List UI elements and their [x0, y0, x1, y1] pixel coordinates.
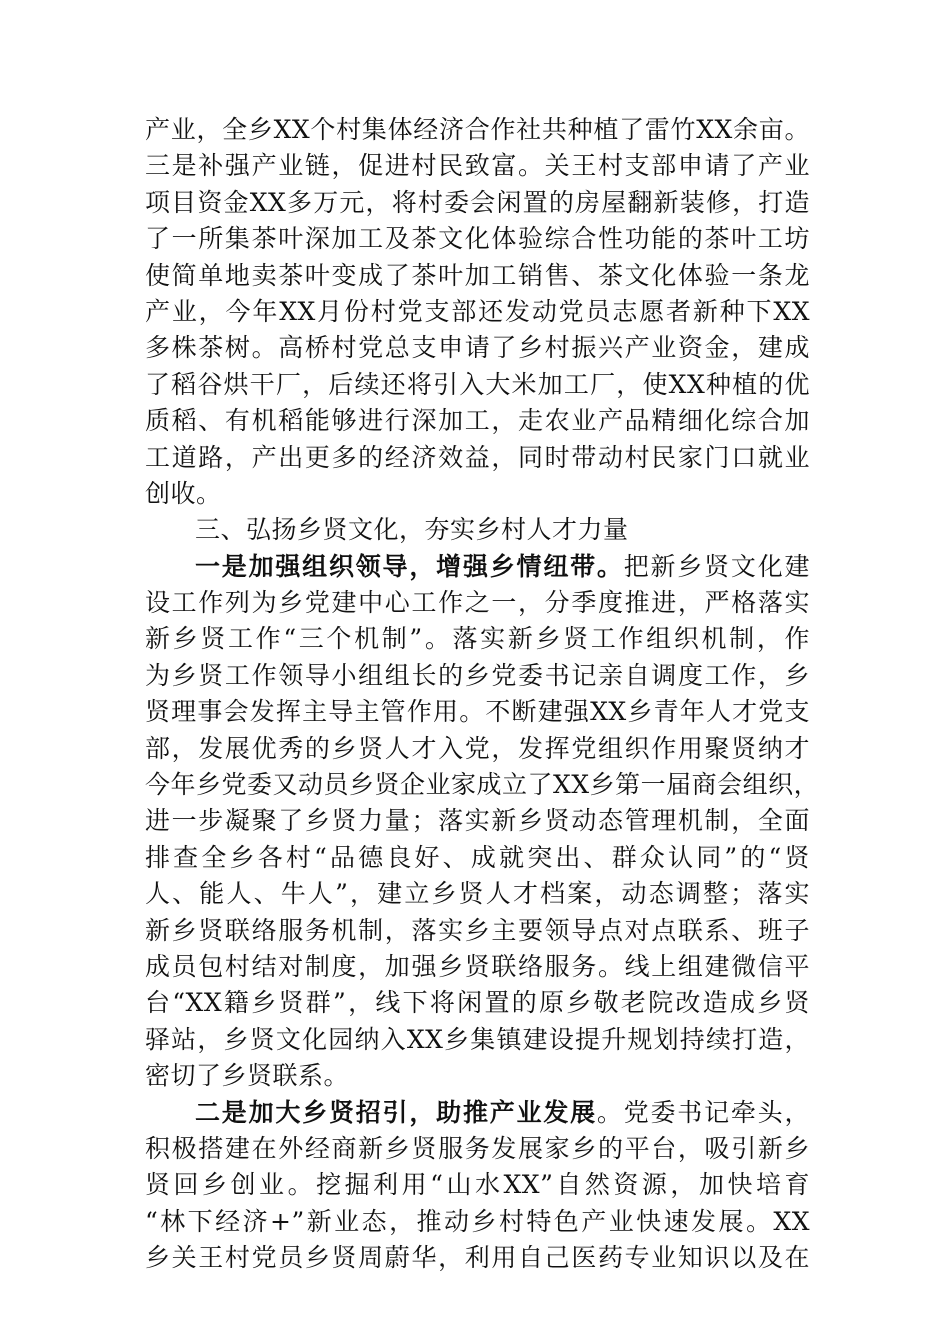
lead-rest: 把新乡贤文化建	[623, 551, 810, 581]
text-line: 了一所集茶叶深加工及茶文化体验综合性功能的茶叶工坊	[145, 224, 810, 254]
text-line: 今年乡党委又动员乡贤企业家成立了XX乡第一届商会组织，	[145, 770, 820, 800]
text-line: 创收。	[145, 478, 222, 508]
text-line: 成员包村结对制度，加强乡贤联络服务。线上组建微信平	[145, 951, 810, 981]
text-line: 贤回乡创业。挖掘利用“山水XX”自然资源，加快培育	[145, 1170, 810, 1200]
text-line: 使简单地卖茶叶变成了茶叶加工销售、茶文化体验一条龙	[145, 260, 810, 290]
text-line: 乡关王村党员乡贤周蔚华，利用自己医药专业知识以及在	[145, 1243, 810, 1273]
text-line: 产业，全乡XX个村集体经济合作社共种植了雷竹XX余亩。	[145, 115, 810, 144]
text-line: 排查全乡各村“品德良好、成就突出、群众认同”的“贤	[145, 842, 810, 872]
lead-sentence: 一是加强组织领导，增强乡情纽带。	[195, 551, 624, 581]
text-line: 台“XX籍乡贤群”，线下将闲置的原乡敬老院改造成乡贤	[145, 988, 810, 1018]
text-line: “林下经济+”新业态，推动乡村特色产业快速发展。XX	[145, 1206, 810, 1236]
text-line: 设工作列为乡党建中心工作之一，分季度推进，严格落实	[145, 588, 810, 618]
text-line: 三是补强产业链，促进村民致富。关王村支部申请了产业	[145, 151, 810, 181]
text-line: 了稻谷烘干厂，后续还将引入大米加工厂，使XX种植的优	[145, 369, 810, 399]
text-line: 驿站，乡贤文化园纳入XX乡集镇建设提升规划持续打造，	[145, 1024, 810, 1054]
text-line: 新乡贤联络服务机制，落实乡主要领导点对点联系、班子	[145, 915, 810, 945]
text-line: 新乡贤工作“三个机制”。落实新乡贤工作组织机制，作	[145, 624, 810, 654]
text-line: 贤理事会发挥主导主管作用。不断建强XX乡青年人才党支	[145, 697, 810, 727]
paragraph-recruitment	[145, 1095, 810, 1277]
paragraph-industry	[145, 112, 810, 512]
lead-sentence: 二是加大乡贤招引，助推产业发展	[195, 1097, 597, 1127]
text-line-lead	[145, 1095, 810, 1131]
text-line: 多株茶树。高桥村党总支申请了乡村振兴产业资金，建成	[145, 333, 810, 363]
lead-rest: 。党委书记牵头，	[596, 1097, 810, 1127]
text-line: 项目资金XX多万元，将村委会闲置的房屋翻新装修，打造	[145, 187, 810, 217]
text-line: 产业，今年XX月份村党支部还发动党员志愿者新种下XX	[145, 296, 810, 326]
text-line: 为乡贤工作领导小组组长的乡党委书记亲自调度工作，乡	[145, 660, 810, 690]
text-line: 部，发展优秀的乡贤人才入党，发挥党组织作用聚贤纳才	[145, 733, 810, 763]
text-line-lead	[145, 549, 810, 585]
section-heading: 三、弘扬乡贤文化，夯实乡村人才力量	[195, 515, 629, 545]
text-line: 人、能人、牛人”，建立乡贤人才档案，动态调整；落实	[145, 879, 810, 909]
text-line: 积极搭建在外经商新乡贤服务发展家乡的平台，吸引新乡	[145, 1133, 810, 1163]
text-line: 工道路，产出更多的经济效益，同时带动村民家门口就业	[145, 442, 810, 472]
paragraph-organization	[145, 549, 820, 1095]
text-line: 进一步凝聚了乡贤力量；落实新乡贤动态管理机制，全面	[145, 806, 810, 836]
text-line: 质稻、有机稻能够进行深加工，走农业产品精细化综合加	[145, 406, 810, 436]
text-line: 密切了乡贤联系。	[145, 1061, 350, 1091]
document-page	[145, 112, 820, 1277]
